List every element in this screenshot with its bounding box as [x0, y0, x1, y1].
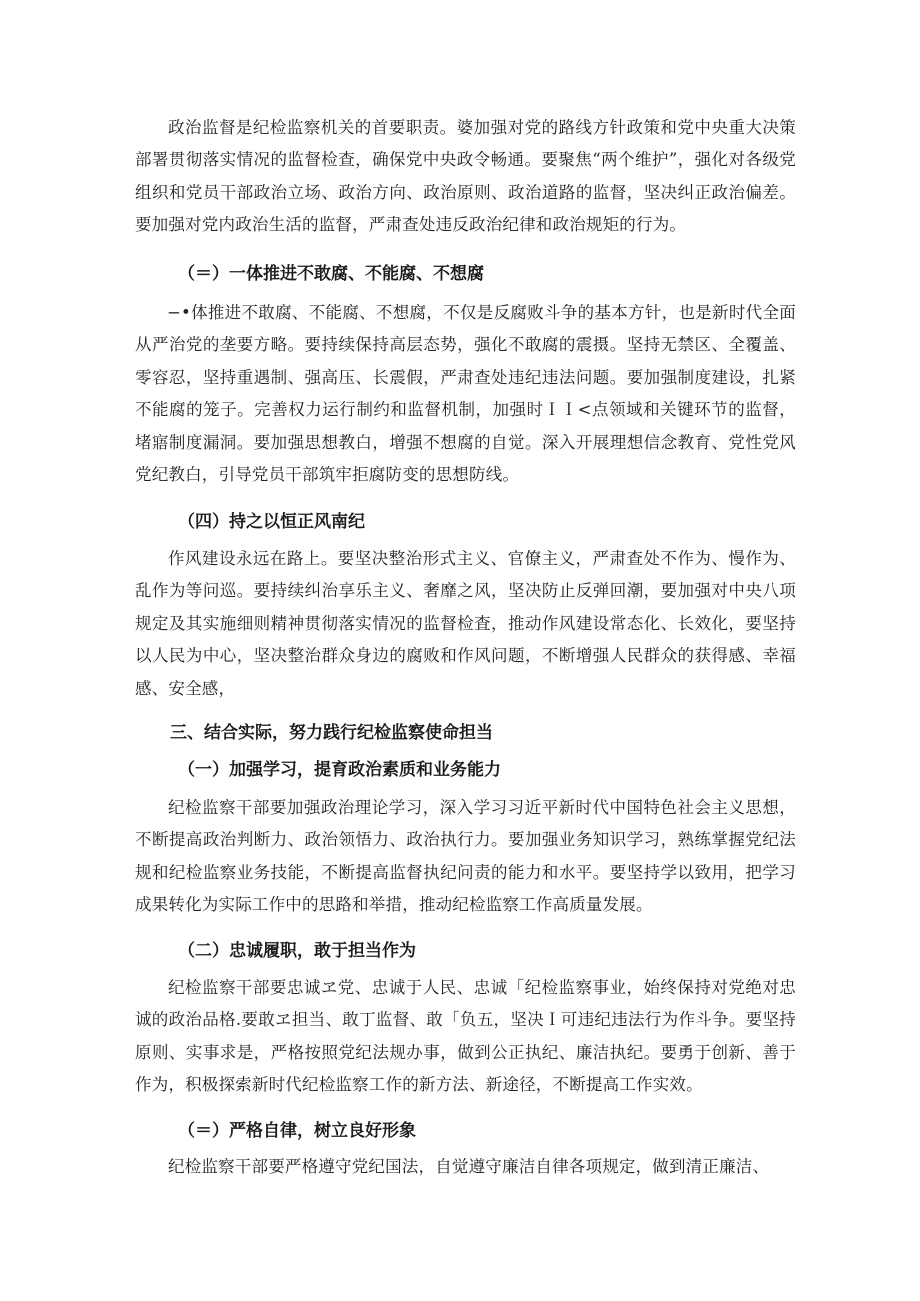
- paragraph-strengthen-learning: 纪检监察干部要加强政治理论学习，深入学习习近平新时代中国特色社会主义思想，不断提高政治判断力、政治领悟力、政治执行力。要加强业务知识学习，熟练掌握党纪法规和纪检监察业务技能，不断提高监督执纪问责的能力和水平。要坚持学以致用，把学习成果转化为实际工作中的思路和举措，推动纪检监察工作高质量发展。: [135, 798, 796, 915]
- paragraph-strict-self-discipline: 纪检监察干部要严格遵守党纪国法，自觉遵守廉洁自律各项规定，做到清正廉洁、: [168, 1157, 770, 1176]
- heading-integrated-anticorruption: （＝）一体推进不敢腐、不能腐、不想腐: [178, 264, 484, 284]
- paragraph-political-supervision: 政治监督是纪检监察机关的首要职责。婆加强对党的路线方针政策和党中央重大决策部署贯彻落实情况的监督检查，确保党中央政令畅通。要聚焦“两个维护”，强化对各级党组织和党员干部政治立场、政治方向、政治原则、政治道路的监督，坚决纠正政治偏差。要加强对党内政治生活的监督，严肃查处违反政治纪律和政治规矩的行为。: [135, 118, 796, 235]
- paragraph-loyal-duty: 纪检监察干部要忠诚ヱ党、忠诚于人民、忠诚「纪检监察事业，始终保持对党绝对忠诚的政治品格.要敢ヱ担当、敢丁监督、敢「负五，坚决Ｉ可违纪违法行为作斗争。要坚持原则、实事求是，严格按照党纪法规办事，做到公正执纪、廉洁执纪。要勇于创新、善于作为，积极探索新时代纪检监察工作的新方法、新途径，不断提高工作实效。: [135, 978, 796, 1095]
- heading-section-three: 三、结合实际，努力践行纪检监察使命担当: [170, 723, 493, 743]
- heading-strict-self-discipline: （＝）严格自律，树立良好形象: [178, 1121, 416, 1141]
- paragraph-style-discipline: 作风建设永远在路上。要坚决整治形式主义、官僚主义，严肃查处不作为、慢作为、乱作为等问巡。要持续纠治享乐主义、奢靡之风，坚决防止反弹回潮，要加强对中央八项规定及其实施细则精神贯彻落实情况的监督检査，推动作风建设常态化、长效化，要坚持以人民为中心，坚决整治群众身边的腐败和作风问题，不断增强人民群众的获得感、幸福感、安全感，: [135, 549, 796, 698]
- heading-style-discipline: （四）持之以恒正风南纪: [178, 512, 365, 532]
- heading-loyal-duty: （二）忠诚履职，敢于担当作为: [178, 941, 416, 961]
- heading-strengthen-learning: （一）加强学习，提育政治素质和业务能力: [178, 760, 501, 780]
- paragraph-integrated-anticorruption: −•体推进不敢腐、不能腐、不想腐，不仅是反腐败斗争的基本方针，也是新时代全面从严治党的垄要方略。要持续保持高层态势，强化不敢腐的震摄。坚持无禁区、全覆盖、零容忍，坚持重遇制、强高压、长震假，严肃查处违纪违法问题。要加强制度建设，扎紧不能腐的笼子。完善权力运行制约和监督机制，加强时ＩＩ<点领域和关键环节的监督，堵寤制度漏洞。要加强思想教白，增强不想腐的自觉。深入开展理想信念教育、党性党风党纪教白，引导党员干部筑牢拒腐防变的思想防线。: [135, 303, 796, 485]
